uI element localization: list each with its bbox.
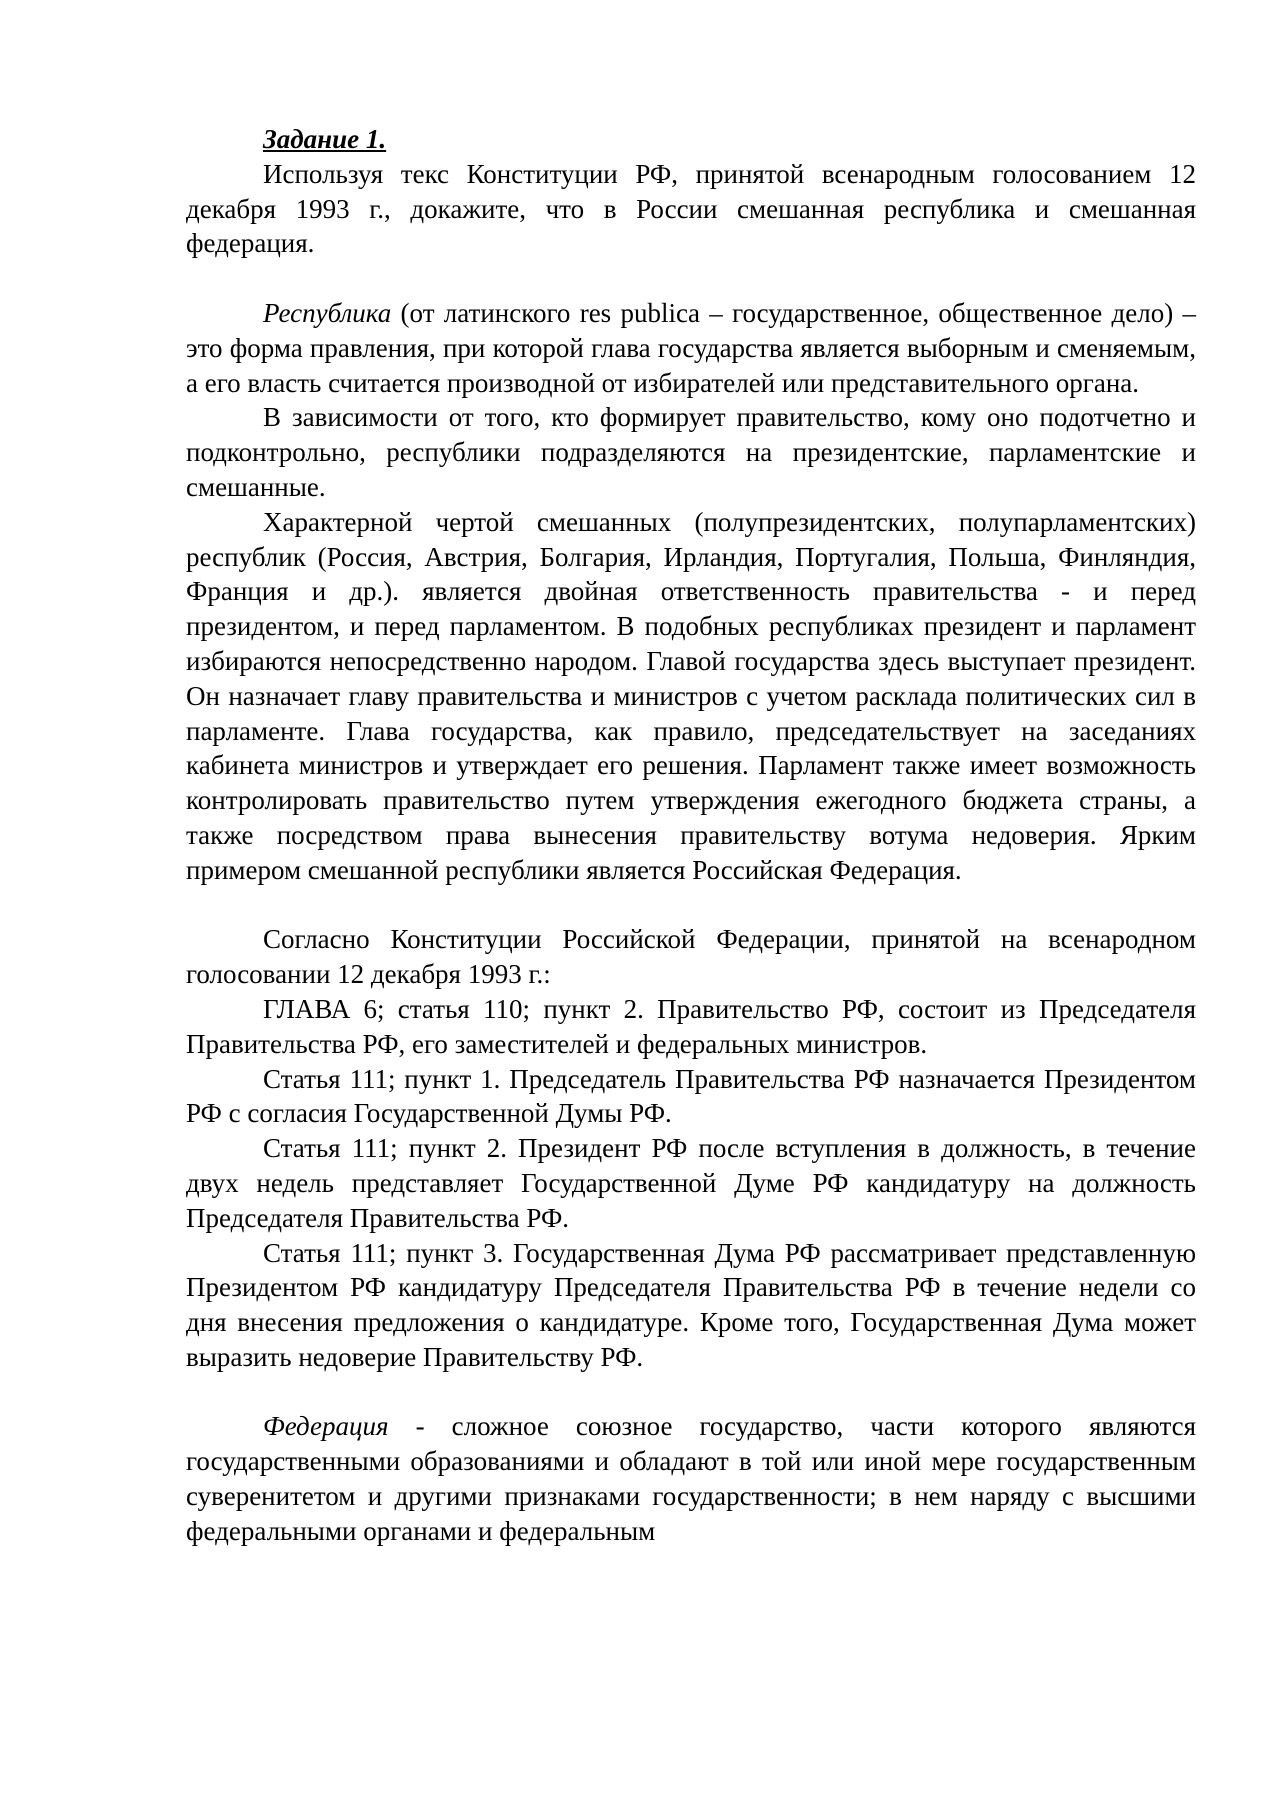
article-111-1-paragraph: Статья 111; пункт 1. Председатель Правительства РФ назначается Президентом РФ с согласия Государственной Думы РФ. bbox=[186, 1063, 1196, 1129]
task-heading: Задание 1. bbox=[263, 124, 387, 154]
republic-definition-paragraph bbox=[186, 296, 1196, 400]
republic-definition: (от латинского res publica – государственное, общественное дело) – это форма правления, при которой глава государства является выборным и сменяемым, а его власть считается производной от избирателей или представительного органа. bbox=[186, 297, 1196, 398]
document-page bbox=[186, 122, 1196, 1549]
federation-term: Федерация bbox=[263, 1411, 389, 1442]
republic-term: Республика bbox=[263, 297, 392, 328]
republic-types-paragraph: В зависимости от того, кто формирует правительство, кому оно подотчетно и подконтрольно, республики подразделяются на президентские, парламентские и смешанные. bbox=[186, 402, 1196, 502]
task-heading-paragraph bbox=[186, 122, 1196, 157]
federation-definition: - сложное союзное государство, части которого являются государственными образованиями и обладают в той или иной мере государственным суверенитетом и другими признаками государственности; в нем наряду с высшими федеральными органами и федеральным bbox=[186, 1411, 1196, 1546]
constitution-intro-paragraph: Согласно Конституции Российской Федерации, принятой на всенародном голосовании 12 декабря 1993 г.: bbox=[186, 924, 1196, 990]
mixed-republic-paragraph: Характерной чертой смешанных (полупрезидентских, полупарламентских) республик (Россия, Австрия, Болгария, Ирландия, Португалия, Польша, Финляндия, Франция и др.). является двойная ответственность правительства - и перед президентом, и перед парламентом. В подобных республиках президент и парламент избираются непосредственно народом. Главой государства здесь выступает президент. Он назначает главу правительства и министров с учетом расклада политических сил в парламенте. Глава государства, как правило, председательствует на заседаниях кабинета министров и утверждает его решения. Парламент также имеет возможность контролировать правительство путем утверждения ежегодного бюджета страны, а также посредством права вынесения правительству вотума недоверия. Ярким примером смешанной республики является Российская Федерация. bbox=[186, 506, 1196, 885]
task-question: Используя текс Конституции РФ, принятой всенародным голосованием 12 декабря 1993 г., докажите, что в России смешанная республика и смешанная федерация. bbox=[186, 158, 1196, 259]
article-111-2-paragraph: Статья 111; пункт 2. Президент РФ после вступления в должность, в течение двух недель представляет Государственной Думе РФ кандидатуру на должность Председателя Правительства РФ. bbox=[186, 1133, 1196, 1233]
federation-definition-paragraph bbox=[186, 1409, 1196, 1548]
article-111-3-paragraph: Статья 111; пункт 3. Государственная Дума РФ рассматривает представленную Президентом РФ кандидатуру Председателя Правительства РФ в течение недели со дня внесения предложения о кандидатуре. Кроме того, Государственная Дума может выразить недоверие Правительству РФ. bbox=[186, 1237, 1196, 1372]
article-110-2-paragraph: ГЛАВА 6; статья 110; пункт 2. Правительство РФ, состоит из Председателя Правительства РФ, его заместителей и федеральных министров. bbox=[186, 993, 1196, 1059]
